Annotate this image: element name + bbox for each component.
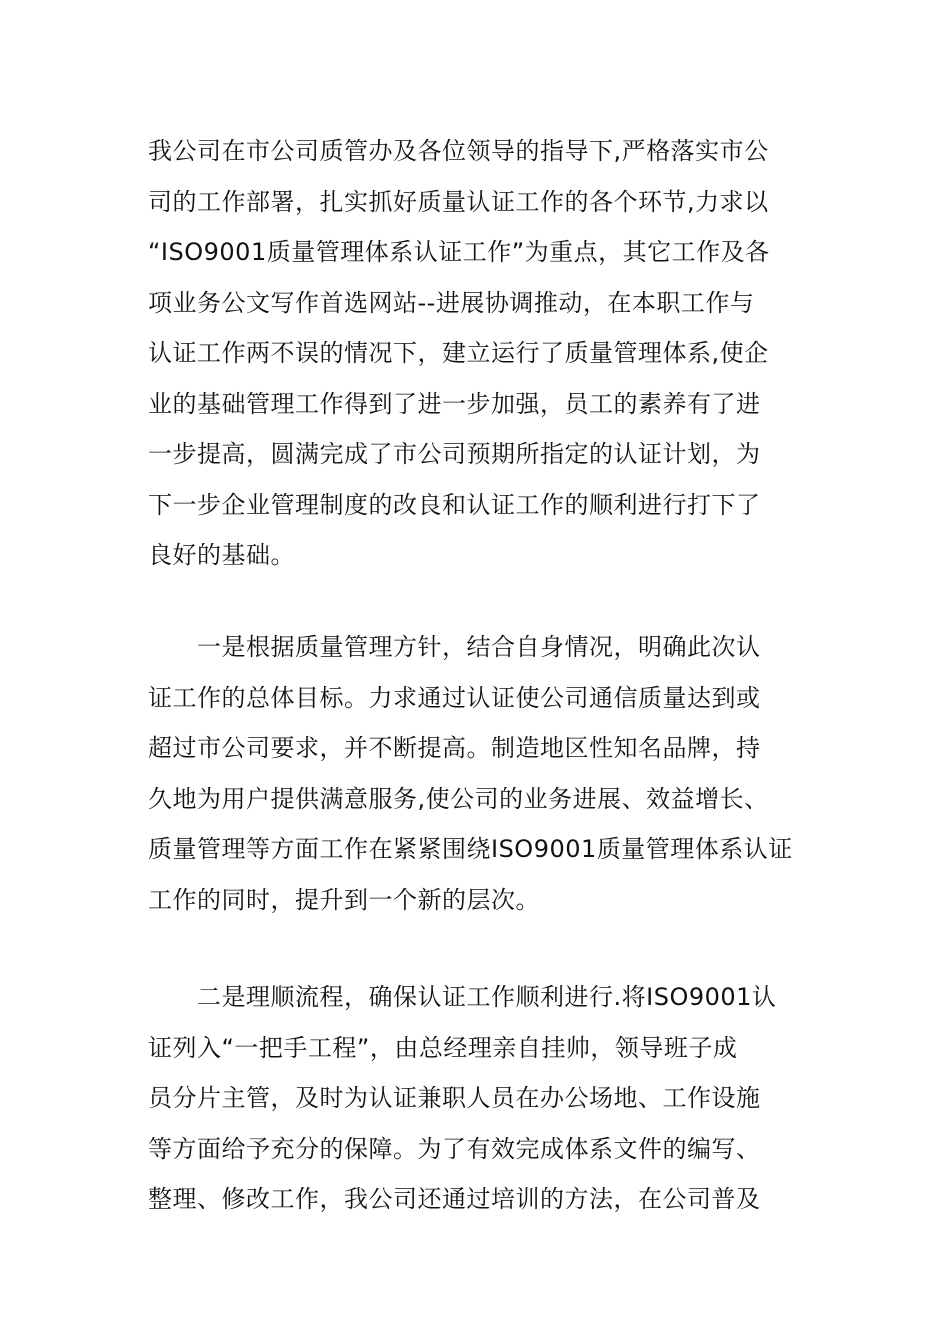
text-line: 良好的基础。: [148, 541, 295, 569]
text-line: 证列入“一把手工程”，由总经理亲自挂帅，领导班子成: [148, 1033, 738, 1062]
text-line: 二是理顺流程，确保认证工作顺利进行.将ISO9001认: [148, 983, 777, 1011]
paragraph-point-one: [148, 622, 828, 925]
text-line: 我公司在市公司质管办及各位领导的指导下,严格落实市公: [148, 137, 769, 165]
text-line: 项业务公文写作首选网站--进展协调推动，在本职工作与: [148, 288, 755, 317]
text-line: 一步提高，圆满完成了市公司预期所指定的认证计划，为: [148, 440, 761, 468]
text-line: 下一步企业管理制度的改良和认证工作的顺利进行打下了: [148, 490, 761, 519]
text-line: 久地为用户提供满意服务,使公司的业务进展、效益增长、: [148, 784, 769, 813]
text-line: 工作的同时，提升到一个新的层次。: [148, 885, 540, 914]
paragraph-intro: [148, 126, 828, 581]
paragraph-point-two: [148, 972, 828, 1225]
text-line: 超过市公司要求，并不断提高。制造地区性知名品牌，持: [148, 734, 761, 762]
text-line: 整理、修改工作，我公司还通过培训的方法，在公司普及: [148, 1185, 761, 1213]
text-line: 员分片主管，及时为认证兼职人员在办公场地、工作设施: [148, 1084, 761, 1112]
text-line: 证工作的总体目标。力求通过认证使公司通信质量达到或: [148, 683, 761, 712]
text-line: 质量管理等方面工作在紧紧围绕ISO9001质量管理体系认证: [148, 835, 793, 863]
text-line: 司的工作部署，扎实抓好质量认证工作的各个环节,力求以: [148, 187, 769, 216]
text-line: 一是根据质量管理方针，结合自身情况，明确此次认: [148, 633, 761, 661]
text-line: “ISO9001质量管理体系认证工作”为重点，其它工作及各: [148, 238, 770, 266]
text-line: 业的基础管理工作得到了进一步加强，员工的素养有了进: [148, 389, 761, 418]
text-line: 等方面给予充分的保障。为了有效完成体系文件的编写、: [148, 1134, 761, 1163]
text-line: 认证工作两不误的情况下，建立运行了质量管理体系,使企: [148, 339, 769, 367]
